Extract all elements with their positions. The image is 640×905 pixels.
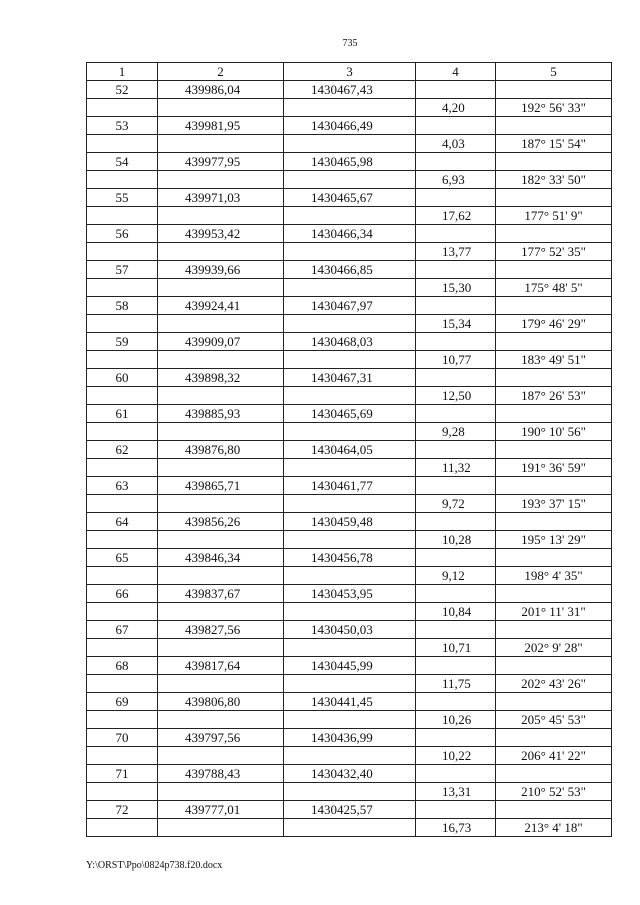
empty-cell: [284, 315, 416, 333]
segment-row: [87, 315, 612, 333]
y-coordinate-cell: 1430466,34: [284, 225, 416, 243]
segment-row: [87, 567, 612, 585]
point-number-cell: 52: [87, 81, 158, 99]
y-coordinate-cell: 1430466,85: [284, 261, 416, 279]
empty-cell: [158, 783, 284, 801]
empty-cell: [158, 243, 284, 261]
point-row: [87, 765, 612, 783]
empty-cell: [416, 261, 496, 279]
bearing-angle-cell: 183° 49' 51": [496, 351, 612, 369]
empty-cell: [158, 675, 284, 693]
bearing-angle-cell: 195° 13' 29": [496, 531, 612, 549]
empty-cell: [284, 747, 416, 765]
y-coordinate-cell: 1430465,67: [284, 189, 416, 207]
empty-cell: [416, 441, 496, 459]
distance-cell: 10,26: [416, 711, 496, 729]
bearing-angle-cell: 182° 33' 50": [496, 171, 612, 189]
x-coordinate-cell: 439898,32: [158, 369, 284, 387]
point-row: [87, 801, 612, 819]
empty-cell: [87, 171, 158, 189]
empty-cell: [416, 765, 496, 783]
empty-cell: [496, 549, 612, 567]
empty-cell: [87, 423, 158, 441]
y-coordinate-cell: 1430465,69: [284, 405, 416, 423]
x-coordinate-cell: 439939,66: [158, 261, 284, 279]
x-coordinate-cell: 439827,56: [158, 621, 284, 639]
y-coordinate-cell: 1430456,78: [284, 549, 416, 567]
y-coordinate-cell: 1430436,99: [284, 729, 416, 747]
segment-row: [87, 423, 612, 441]
point-number-cell: 61: [87, 405, 158, 423]
empty-cell: [416, 333, 496, 351]
distance-cell: 9,28: [416, 423, 496, 441]
empty-cell: [158, 531, 284, 549]
bearing-angle-cell: 206° 41' 22": [496, 747, 612, 765]
distance-cell: 10,71: [416, 639, 496, 657]
empty-cell: [158, 567, 284, 585]
empty-cell: [87, 675, 158, 693]
x-coordinate-cell: 439865,71: [158, 477, 284, 495]
empty-cell: [416, 693, 496, 711]
empty-cell: [158, 459, 284, 477]
bearing-angle-cell: 187° 26' 53": [496, 387, 612, 405]
point-number-cell: 70: [87, 729, 158, 747]
point-number-cell: 62: [87, 441, 158, 459]
point-row: [87, 585, 612, 603]
empty-cell: [87, 531, 158, 549]
empty-cell: [496, 585, 612, 603]
y-coordinate-cell: 1430467,97: [284, 297, 416, 315]
empty-cell: [416, 729, 496, 747]
segment-row: [87, 135, 612, 153]
x-coordinate-cell: 439817,64: [158, 657, 284, 675]
empty-cell: [496, 657, 612, 675]
x-coordinate-cell: 439837,67: [158, 585, 284, 603]
empty-cell: [87, 603, 158, 621]
col-header-5: 5: [496, 63, 612, 81]
point-row: [87, 153, 612, 171]
empty-cell: [284, 675, 416, 693]
point-number-cell: 68: [87, 657, 158, 675]
distance-cell: 17,62: [416, 207, 496, 225]
empty-cell: [284, 639, 416, 657]
point-row: [87, 657, 612, 675]
point-number-cell: 67: [87, 621, 158, 639]
empty-cell: [284, 351, 416, 369]
distance-cell: 10,28: [416, 531, 496, 549]
empty-cell: [87, 495, 158, 513]
distance-cell: 15,30: [416, 279, 496, 297]
x-coordinate-cell: 439856,26: [158, 513, 284, 531]
point-row: [87, 261, 612, 279]
point-number-cell: 64: [87, 513, 158, 531]
x-coordinate-cell: 439924,41: [158, 297, 284, 315]
empty-cell: [416, 405, 496, 423]
bearing-angle-cell: 179° 46' 29": [496, 315, 612, 333]
empty-cell: [284, 243, 416, 261]
empty-cell: [416, 477, 496, 495]
x-coordinate-cell: 439806,80: [158, 693, 284, 711]
segment-row: [87, 99, 612, 117]
empty-cell: [416, 621, 496, 639]
distance-cell: 9,72: [416, 495, 496, 513]
empty-cell: [284, 171, 416, 189]
y-coordinate-cell: 1430464,05: [284, 441, 416, 459]
bearing-angle-cell: 177° 51' 9": [496, 207, 612, 225]
empty-cell: [496, 621, 612, 639]
distance-cell: 9,12: [416, 567, 496, 585]
distance-cell: 6,93: [416, 171, 496, 189]
x-coordinate-cell: 439981,95: [158, 117, 284, 135]
x-coordinate-cell: 439876,80: [158, 441, 284, 459]
empty-cell: [87, 279, 158, 297]
point-number-cell: 54: [87, 153, 158, 171]
x-coordinate-cell: 439777,01: [158, 801, 284, 819]
y-coordinate-cell: 1430465,98: [284, 153, 416, 171]
distance-cell: 11,75: [416, 675, 496, 693]
footer-file-path: Y:\ORST\Ppo\0824p738.f20.docx: [86, 860, 223, 871]
col-header-3: 3: [284, 63, 416, 81]
point-number-cell: 69: [87, 693, 158, 711]
segment-row: [87, 459, 612, 477]
distance-cell: 10,77: [416, 351, 496, 369]
point-row: [87, 369, 612, 387]
empty-cell: [496, 225, 612, 243]
empty-cell: [87, 315, 158, 333]
empty-cell: [496, 765, 612, 783]
distance-cell: 10,22: [416, 747, 496, 765]
empty-cell: [158, 351, 284, 369]
empty-cell: [87, 783, 158, 801]
empty-cell: [496, 81, 612, 99]
point-row: [87, 441, 612, 459]
empty-cell: [158, 99, 284, 117]
distance-cell: 4,20: [416, 99, 496, 117]
distance-cell: 11,32: [416, 459, 496, 477]
bearing-angle-cell: 192° 56' 33": [496, 99, 612, 117]
x-coordinate-cell: 439885,93: [158, 405, 284, 423]
x-coordinate-cell: 439977,95: [158, 153, 284, 171]
empty-cell: [158, 279, 284, 297]
segment-row: [87, 243, 612, 261]
x-coordinate-cell: 439846,34: [158, 549, 284, 567]
empty-cell: [496, 441, 612, 459]
empty-cell: [158, 207, 284, 225]
empty-cell: [87, 387, 158, 405]
y-coordinate-cell: 1430445,99: [284, 657, 416, 675]
bearing-angle-cell: 193° 37' 15": [496, 495, 612, 513]
point-row: [87, 297, 612, 315]
point-row: [87, 117, 612, 135]
table-body: [87, 81, 612, 837]
x-coordinate-cell: 439971,03: [158, 189, 284, 207]
point-number-cell: 72: [87, 801, 158, 819]
y-coordinate-cell: 1430466,49: [284, 117, 416, 135]
bearing-angle-cell: 210° 52' 53": [496, 783, 612, 801]
coordinates-table: [86, 62, 612, 837]
empty-cell: [158, 495, 284, 513]
segment-row: [87, 819, 612, 837]
segment-row: [87, 711, 612, 729]
bearing-angle-cell: 198° 4' 35": [496, 567, 612, 585]
empty-cell: [284, 819, 416, 837]
empty-cell: [496, 189, 612, 207]
distance-cell: 10,84: [416, 603, 496, 621]
empty-cell: [284, 567, 416, 585]
empty-cell: [496, 153, 612, 171]
segment-row: [87, 747, 612, 765]
point-number-cell: 66: [87, 585, 158, 603]
point-number-cell: 57: [87, 261, 158, 279]
empty-cell: [87, 135, 158, 153]
empty-cell: [87, 567, 158, 585]
y-coordinate-cell: 1430425,57: [284, 801, 416, 819]
point-row: [87, 405, 612, 423]
y-coordinate-cell: 1430461,77: [284, 477, 416, 495]
x-coordinate-cell: 439788,43: [158, 765, 284, 783]
empty-cell: [416, 657, 496, 675]
empty-cell: [496, 333, 612, 351]
empty-cell: [416, 513, 496, 531]
empty-cell: [496, 297, 612, 315]
y-coordinate-cell: 1430467,43: [284, 81, 416, 99]
empty-cell: [284, 495, 416, 513]
empty-cell: [158, 819, 284, 837]
empty-cell: [158, 387, 284, 405]
point-row: [87, 513, 612, 531]
point-number-cell: 58: [87, 297, 158, 315]
y-coordinate-cell: 1430432,40: [284, 765, 416, 783]
point-row: [87, 477, 612, 495]
x-coordinate-cell: 439909,07: [158, 333, 284, 351]
empty-cell: [496, 369, 612, 387]
segment-row: [87, 495, 612, 513]
empty-cell: [284, 603, 416, 621]
empty-cell: [416, 297, 496, 315]
empty-cell: [496, 405, 612, 423]
empty-cell: [87, 819, 158, 837]
empty-cell: [158, 423, 284, 441]
empty-cell: [87, 711, 158, 729]
col-header-1: 1: [87, 63, 158, 81]
empty-cell: [284, 783, 416, 801]
empty-cell: [87, 243, 158, 261]
bearing-angle-cell: 202° 43' 26": [496, 675, 612, 693]
x-coordinate-cell: 439986,04: [158, 81, 284, 99]
x-coordinate-cell: 439797,56: [158, 729, 284, 747]
empty-cell: [87, 747, 158, 765]
empty-cell: [284, 711, 416, 729]
segment-row: [87, 675, 612, 693]
empty-cell: [496, 801, 612, 819]
point-row: [87, 81, 612, 99]
empty-cell: [416, 81, 496, 99]
distance-cell: 15,34: [416, 315, 496, 333]
point-number-cell: 65: [87, 549, 158, 567]
empty-cell: [87, 351, 158, 369]
segment-row: [87, 783, 612, 801]
point-row: [87, 225, 612, 243]
col-header-4: 4: [416, 63, 496, 81]
segment-row: [87, 207, 612, 225]
empty-cell: [284, 135, 416, 153]
empty-cell: [158, 747, 284, 765]
bearing-angle-cell: 187° 15' 54": [496, 135, 612, 153]
empty-cell: [158, 603, 284, 621]
segment-row: [87, 279, 612, 297]
y-coordinate-cell: 1430468,03: [284, 333, 416, 351]
distance-cell: 12,50: [416, 387, 496, 405]
empty-cell: [496, 729, 612, 747]
empty-cell: [284, 531, 416, 549]
bearing-angle-cell: 205° 45' 53": [496, 711, 612, 729]
empty-cell: [87, 99, 158, 117]
point-row: [87, 621, 612, 639]
empty-cell: [284, 423, 416, 441]
distance-cell: 13,77: [416, 243, 496, 261]
y-coordinate-cell: 1430467,31: [284, 369, 416, 387]
empty-cell: [284, 279, 416, 297]
point-row: [87, 729, 612, 747]
distance-cell: 4,03: [416, 135, 496, 153]
y-coordinate-cell: 1430450,03: [284, 621, 416, 639]
point-row: [87, 693, 612, 711]
empty-cell: [284, 99, 416, 117]
point-number-cell: 59: [87, 333, 158, 351]
page-number: 735: [342, 38, 358, 49]
empty-cell: [284, 459, 416, 477]
point-row: [87, 333, 612, 351]
empty-cell: [416, 585, 496, 603]
empty-cell: [158, 171, 284, 189]
header-row: [87, 63, 612, 81]
empty-cell: [496, 261, 612, 279]
y-coordinate-cell: 1430441,45: [284, 693, 416, 711]
point-row: [87, 549, 612, 567]
bearing-angle-cell: 175° 48' 5": [496, 279, 612, 297]
bearing-angle-cell: 177° 52' 35": [496, 243, 612, 261]
bearing-angle-cell: 213° 4' 18": [496, 819, 612, 837]
distance-cell: 16,73: [416, 819, 496, 837]
point-number-cell: 60: [87, 369, 158, 387]
segment-row: [87, 531, 612, 549]
point-number-cell: 63: [87, 477, 158, 495]
bearing-angle-cell: 191° 36' 59": [496, 459, 612, 477]
empty-cell: [416, 549, 496, 567]
empty-cell: [158, 639, 284, 657]
empty-cell: [416, 369, 496, 387]
empty-cell: [416, 225, 496, 243]
x-coordinate-cell: 439953,42: [158, 225, 284, 243]
y-coordinate-cell: 1430459,48: [284, 513, 416, 531]
empty-cell: [496, 117, 612, 135]
empty-cell: [158, 711, 284, 729]
bearing-angle-cell: 190° 10' 56": [496, 423, 612, 441]
empty-cell: [284, 207, 416, 225]
segment-row: [87, 603, 612, 621]
empty-cell: [416, 153, 496, 171]
point-number-cell: 55: [87, 189, 158, 207]
distance-cell: 13,31: [416, 783, 496, 801]
empty-cell: [158, 135, 284, 153]
empty-cell: [158, 315, 284, 333]
empty-cell: [416, 117, 496, 135]
empty-cell: [87, 207, 158, 225]
empty-cell: [496, 513, 612, 531]
bearing-angle-cell: 201° 11' 31": [496, 603, 612, 621]
point-number-cell: 71: [87, 765, 158, 783]
segment-row: [87, 387, 612, 405]
point-number-cell: 56: [87, 225, 158, 243]
empty-cell: [416, 801, 496, 819]
empty-cell: [416, 189, 496, 207]
bearing-angle-cell: 202° 9' 28": [496, 639, 612, 657]
empty-cell: [496, 693, 612, 711]
empty-cell: [87, 459, 158, 477]
empty-cell: [87, 639, 158, 657]
segment-row: [87, 171, 612, 189]
col-header-2: 2: [158, 63, 284, 81]
point-row: [87, 189, 612, 207]
segment-row: [87, 639, 612, 657]
empty-cell: [284, 387, 416, 405]
empty-cell: [496, 477, 612, 495]
point-number-cell: 53: [87, 117, 158, 135]
segment-row: [87, 351, 612, 369]
y-coordinate-cell: 1430453,95: [284, 585, 416, 603]
